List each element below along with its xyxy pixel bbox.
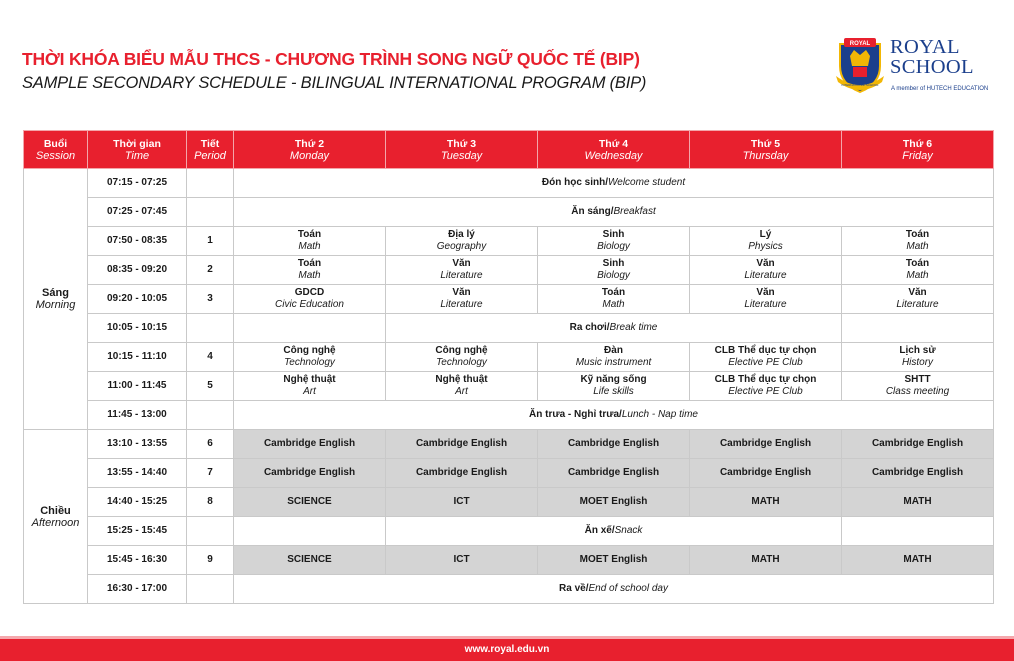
activity-en: End of school day — [588, 583, 668, 594]
subject-vn: Sinh — [602, 229, 625, 240]
table-row — [24, 198, 994, 227]
subject-vn: Nghệ thuật — [435, 374, 488, 385]
subject-en: Art — [455, 386, 468, 397]
span-activity-cell — [234, 401, 994, 430]
subject-vn: Văn — [756, 258, 775, 269]
activity-vn: Ăn xế/ — [584, 525, 615, 536]
subject-en: Elective PE Club — [728, 386, 803, 397]
subject-vn: CLB Thể dục tự chọn — [714, 374, 817, 385]
time-cell: 09:20 - 10:05 — [88, 285, 187, 314]
period-cell: 8 — [187, 488, 234, 517]
header-row — [24, 131, 994, 169]
header-day-vn: Thứ 2 — [294, 137, 325, 150]
header-time-vn: Thời gian — [113, 137, 161, 150]
activity-en: Welcome student — [608, 177, 686, 188]
logo-wordmark — [890, 37, 974, 77]
subject-cell — [842, 285, 994, 314]
period-cell: 2 — [187, 256, 234, 285]
time-cell: 07:25 - 07:45 — [88, 198, 187, 227]
subject-cell: Cambridge English — [386, 430, 538, 459]
subject-en: Civic Education — [275, 299, 344, 310]
subject-vn: Toán — [905, 229, 930, 240]
subject-vn: Lịch sử — [899, 345, 936, 356]
subject-cell: MATH — [690, 546, 842, 575]
period-cell: 9 — [187, 546, 234, 575]
header-time-en: Time — [124, 149, 150, 162]
subject-cell: SCIENCE — [234, 488, 386, 517]
subject-vn: Toán — [601, 287, 626, 298]
subject-cell — [538, 372, 690, 401]
activity-en: Lunch - Nap time — [621, 409, 698, 420]
period-cell — [187, 517, 234, 546]
header-thursday — [690, 131, 842, 169]
session-morning-vn: Sáng — [42, 287, 69, 299]
empty-cell — [234, 517, 386, 546]
subject-cell: Cambridge English — [234, 430, 386, 459]
table-row — [24, 343, 994, 372]
header-tuesday — [386, 131, 538, 169]
table-row — [24, 575, 994, 604]
subject-vn: Toán — [297, 229, 322, 240]
subject-cell — [690, 372, 842, 401]
subject-cell: Cambridge English — [538, 459, 690, 488]
table-row — [24, 314, 994, 343]
subject-en: Literature — [896, 299, 939, 310]
subject-cell: MOET English — [538, 488, 690, 517]
header-period — [187, 131, 234, 169]
period-cell: 5 — [187, 372, 234, 401]
subject-en: Biology — [597, 270, 630, 281]
royal-school-logo — [834, 36, 994, 96]
subject-en: Life skills — [593, 386, 634, 397]
subject-en: Literature — [440, 299, 483, 310]
header-period-vn: Tiết — [200, 137, 220, 150]
subject-en: Art — [303, 386, 316, 397]
subject-en: Math — [906, 241, 929, 252]
subject-en: Math — [906, 270, 929, 281]
period-cell — [187, 314, 234, 343]
subject-cell: ICT — [386, 488, 538, 517]
subject-vn: SHTT — [904, 374, 931, 385]
header-day-en: Thursday — [742, 149, 789, 162]
subject-cell: Cambridge English — [690, 430, 842, 459]
table-row — [24, 169, 994, 198]
logo-line-school: SCHOOL — [890, 56, 974, 78]
time-cell: 10:05 - 10:15 — [88, 314, 187, 343]
table-row — [24, 459, 994, 488]
subject-cell — [234, 256, 386, 285]
logo-subtitle: A member of HUTECH EDUCATION — [891, 86, 989, 92]
period-cell: 1 — [187, 227, 234, 256]
table-row — [24, 256, 994, 285]
header-session-vn: Buổi — [43, 137, 68, 150]
subject-en: Math — [602, 299, 625, 310]
header-session — [24, 131, 88, 169]
subject-en: Technology — [284, 357, 335, 368]
span-activity-cell — [386, 517, 842, 546]
activity-vn: Ăn trưa - Nghỉ trưa/ — [529, 409, 622, 420]
period-cell — [187, 401, 234, 430]
time-cell: 11:45 - 13:00 — [88, 401, 187, 430]
table-row — [24, 517, 994, 546]
activity-en: Breakfast — [613, 206, 656, 217]
table-row — [24, 430, 994, 459]
subject-vn: CLB Thể dục tự chọn — [714, 345, 817, 356]
span-activity-cell — [386, 314, 842, 343]
time-cell: 07:50 - 08:35 — [88, 227, 187, 256]
footer-bar — [0, 639, 1014, 661]
subject-cell: Cambridge English — [538, 430, 690, 459]
table-row — [24, 546, 994, 575]
subject-cell: Cambridge English — [234, 459, 386, 488]
subject-cell: MOET English — [538, 546, 690, 575]
subject-vn: Công nghệ — [435, 345, 488, 356]
empty-cell — [234, 314, 386, 343]
activity-vn: Ăn sáng/ — [571, 206, 614, 217]
subject-en: Math — [298, 270, 321, 281]
subject-cell: MATH — [842, 488, 994, 517]
subject-en: Literature — [440, 270, 483, 281]
subject-en: Music instrument — [575, 357, 652, 368]
subject-cell: Cambridge English — [842, 459, 994, 488]
logo-line-royal: ROYAL — [890, 36, 960, 58]
time-cell: 13:55 - 14:40 — [88, 459, 187, 488]
span-activity-cell — [234, 169, 994, 198]
header-day-vn: Thứ 3 — [446, 137, 477, 150]
subject-cell: SCIENCE — [234, 546, 386, 575]
table-row — [24, 285, 994, 314]
period-cell: 7 — [187, 459, 234, 488]
subject-vn: Sinh — [602, 258, 625, 269]
header-day-vn: Thứ 4 — [598, 137, 629, 150]
period-cell: 3 — [187, 285, 234, 314]
subject-cell — [538, 343, 690, 372]
subject-cell — [842, 343, 994, 372]
subject-cell — [234, 343, 386, 372]
header-day-vn: Thứ 5 — [750, 137, 781, 150]
span-activity-cell — [234, 198, 994, 227]
header-period-en: Period — [194, 149, 226, 162]
page-title-english: SAMPLE SECONDARY SCHEDULE - BILINGUAL INTERNATIONAL PROGRAM (BIP) — [22, 74, 647, 92]
subject-vn: Công nghệ — [283, 345, 336, 356]
schedule-table — [23, 130, 994, 604]
subject-vn: Nghệ thuật — [283, 374, 336, 385]
session-afternoon-en: Afternoon — [31, 516, 80, 529]
header-day-en: Friday — [902, 149, 933, 162]
subject-cell — [386, 227, 538, 256]
subject-cell — [386, 256, 538, 285]
time-cell: 11:00 - 11:45 — [88, 372, 187, 401]
subject-vn: Văn — [908, 287, 927, 298]
subject-cell — [538, 227, 690, 256]
period-cell: 4 — [187, 343, 234, 372]
activity-vn: Đón học sinh/ — [541, 177, 609, 188]
time-cell: 08:35 - 09:20 — [88, 256, 187, 285]
subject-en: Elective PE Club — [728, 357, 803, 368]
subject-cell: Cambridge English — [690, 459, 842, 488]
session-morning — [24, 169, 88, 430]
table-row — [24, 488, 994, 517]
header-friday — [842, 131, 994, 169]
subject-en: Literature — [744, 270, 787, 281]
header-monday — [234, 131, 386, 169]
subject-cell — [234, 372, 386, 401]
subject-cell — [386, 285, 538, 314]
subject-cell — [690, 343, 842, 372]
subject-cell — [842, 256, 994, 285]
subject-en: Literature — [744, 299, 787, 310]
subject-cell: ICT — [386, 546, 538, 575]
header-session-en: Session — [35, 149, 76, 162]
subject-cell: MATH — [690, 488, 842, 517]
subject-vn: Toán — [905, 258, 930, 269]
table-row — [24, 401, 994, 430]
activity-vn: Ra về/ — [559, 583, 589, 594]
period-cell — [187, 169, 234, 198]
subject-cell — [842, 227, 994, 256]
header-day-vn: Thứ 6 — [902, 137, 933, 150]
subject-vn: Lý — [759, 229, 772, 240]
subject-en: Biology — [597, 241, 630, 252]
subject-cell: Cambridge English — [842, 430, 994, 459]
header-day-en: Tuesday — [440, 149, 483, 162]
subject-vn: Toán — [297, 258, 322, 269]
subject-vn: Văn — [452, 258, 471, 269]
table-row — [24, 372, 994, 401]
session-morning-en: Morning — [35, 299, 76, 311]
subject-vn: Địa lý — [448, 229, 475, 240]
crest-label: ROYAL — [849, 41, 871, 47]
session-afternoon-vn: Chiều — [40, 504, 71, 517]
period-cell — [187, 575, 234, 604]
span-activity-cell — [234, 575, 994, 604]
time-cell: 15:25 - 15:45 — [88, 517, 187, 546]
subject-en: Technology — [436, 357, 487, 368]
subject-vn: Văn — [756, 287, 775, 298]
activity-en: Snack — [614, 525, 643, 536]
subject-cell — [690, 285, 842, 314]
subject-cell — [690, 256, 842, 285]
activity-vn: Ra chơi/ — [569, 322, 610, 333]
time-cell: 07:15 - 07:25 — [88, 169, 187, 198]
subject-cell — [386, 372, 538, 401]
subject-en: History — [901, 357, 934, 368]
school-crest-icon — [834, 36, 886, 96]
header-time — [88, 131, 187, 169]
empty-cell — [842, 314, 994, 343]
subject-vn: Kỹ năng sống — [580, 374, 647, 385]
period-cell — [187, 198, 234, 227]
subject-cell — [386, 343, 538, 372]
header-day-en: Monday — [289, 149, 330, 162]
subject-en: Physics — [748, 241, 783, 252]
footer-website-link[interactable]: www.royal.edu.vn — [464, 644, 550, 655]
time-cell: 13:10 - 13:55 — [88, 430, 187, 459]
subject-en: Class meeting — [885, 386, 950, 397]
time-cell: 15:45 - 16:30 — [88, 546, 187, 575]
session-afternoon — [24, 430, 88, 604]
table-row — [24, 227, 994, 256]
subject-cell — [690, 227, 842, 256]
subject-cell — [234, 227, 386, 256]
activity-en: Break time — [609, 322, 658, 333]
header-day-en: Wednesday — [584, 149, 643, 162]
subject-en: Math — [298, 241, 321, 252]
time-cell: 16:30 - 17:00 — [88, 575, 187, 604]
subject-vn: GDCD — [294, 287, 325, 298]
time-cell: 10:15 - 11:10 — [88, 343, 187, 372]
subject-en: Geography — [436, 241, 487, 252]
subject-cell — [538, 256, 690, 285]
subject-cell — [234, 285, 386, 314]
crest-ribbon-label: INTERNATIONAL SCHOOL — [841, 83, 879, 87]
subject-cell: MATH — [842, 546, 994, 575]
empty-cell — [842, 517, 994, 546]
subject-cell — [842, 372, 994, 401]
subject-vn: Văn — [452, 287, 471, 298]
subject-cell — [538, 285, 690, 314]
time-cell: 14:40 - 15:25 — [88, 488, 187, 517]
page-title-vietnamese: THỜI KHÓA BIỂU MẪU THCS - CHƯƠNG TRÌNH SONG NGỮ QUỐC TẾ (BIP) — [22, 49, 640, 69]
subject-cell: Cambridge English — [386, 459, 538, 488]
subject-vn: Đàn — [604, 345, 623, 356]
header-wednesday — [538, 131, 690, 169]
period-cell: 6 — [187, 430, 234, 459]
